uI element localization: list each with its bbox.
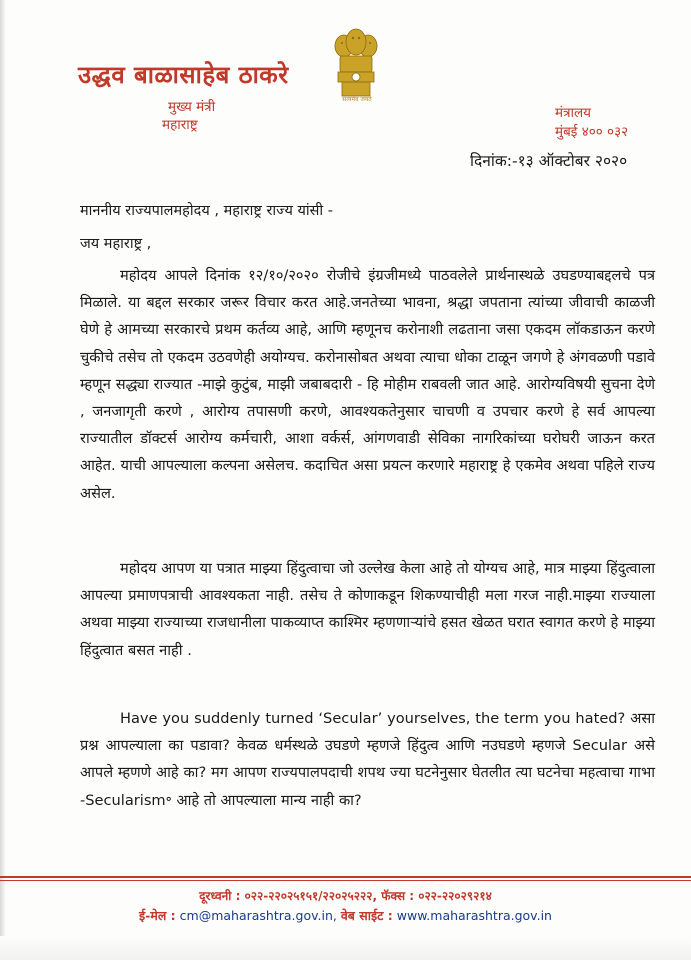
sender-title-line2: महाराष्ट्र [162,117,198,133]
office-line2: मुंबई ४०० ०३२ [555,124,629,140]
greeting: जय महाराष्ट्र , [80,236,152,252]
footer-divider-thin [0,880,691,881]
sender-title [162,98,215,134]
page-edge-shadow [0,0,6,960]
salutation: माननीय राज्यपालमहोदय , महाराष्ट्र राज्य यांसी - [80,203,334,219]
sender-title-line1: मुख्य मंत्री [168,99,216,115]
email-link[interactable]: cm@maharashtra.gov.in, [179,908,337,923]
date-value: १३ ऑक्टोबर २०२० [517,152,628,170]
website-link[interactable]: www.maharashtra.gov.in [396,908,552,923]
paragraph-3: Have you suddenly turned ‘Secular’ yourselves, the term you hated? असा प्रश्न आपल्याला का पडावा? केवळ धर्मस्थळे उघडणे म्हणजे हिंदुत्व आणि नउघडणे म्हणजे Secular असे आपले म्हणणे आहे का? मग आपण राज्यपालपदाची शपथ ज्या घटनेनुसार घेतलीत त्या घटनेचा महत्वाचा गाभा -Secularism॰ आहे तो आपल्याला मान्य नाही का? [80,710,655,809]
sender-name: उद्धव बाळासाहेब ठाकरे [78,61,289,89]
footer-contact-web [0,907,691,924]
national-emblem-icon [330,24,382,104]
footer-divider [0,876,691,878]
paragraph-1: महोदय आपले दिनांक १२/१०/२०२० रोजीचे इंग्रजीमध्ये पाठवलेले प्रार्थनास्थळे उघडण्याबद्दलचे पत्र मिळाले. या बद्दल सरकार जरूर विचार करत आहे.जनतेच्या भावना, श्रद्धा जपताना त्यांच्या जीवाची काळजी घेणे हे आमच्या सरकारचे प्रथम कर्तव्य आहे, आणि म्हणूनच करोनाशी लढताना जसा एकदम लॉकडाऊन करणे चुकीचे तसेच तो एकदम उठवणेही अयोग्यच. करोनासोबत अथवा त्याचा धोका टाळून जगणे हे अंगवळणी पडावे म्हणून सद्ध्या राज्यात -माझे कुटुंब, माझी जबाबदारी - हि मोहीम राबवली जात आहे. आरोग्यविषयी सुचना देणे , जनजागृती करणे , आरोग्य तपासणी करणे, आवश्यकतेनुसार चाचणी व उपचार करणे हे सर्व आपल्या राज्यातील डॉक्टर्स आरोग्य कर्मचारी, आशा वर्कर्स, आंगणवाडी सेविका नागरिकांच्या घरोघरी जाऊन करत आहेत. याची आपल्याला कल्पना असेलच. कदाचित असा प्रयत्न करणारे महाराष्ट्र हे एकमेव अथवा पहिले राज्य असेल. [80,267,656,502]
email-label: ई-मेल : [139,908,176,923]
footer-contact-phone: दूरध्वनी : ०२२-२२०२५१५१/२२०२५२२२, फॅक्स : ०२२-२२०२९२१४ [199,889,492,903]
date-label: दिनांक:- [470,152,518,170]
page-bottom-edge [0,936,691,960]
letter-date [470,149,627,171]
website-label: वेब साईट : [340,908,393,923]
office-line1: मंत्रालय [555,105,592,121]
paragraph-2: महोदय आपण या पत्रात माझ्या हिंदुत्वाचा जो उल्लेख केला आहे तो योग्यच आहे, मात्र माझ्या हिंदुत्वाला आपल्या प्रमाणपत्राची आवश्यकता नाही. तसेच ते कोणाकडून शिकण्याचीही मला गरज नाही.माझ्या राज्याला अथवा माझ्या राज्याच्या राजधानीला पाकव्याप्त काश्मिर म्हणणाऱ्यांचे हसत खेळत घरात स्वागत करणे हे माझ्या हिंदुत्वात बसत नाही . [80,560,655,659]
emblem-motto: सत्यमेव जयते [342,96,372,103]
office-address [555,104,628,142]
